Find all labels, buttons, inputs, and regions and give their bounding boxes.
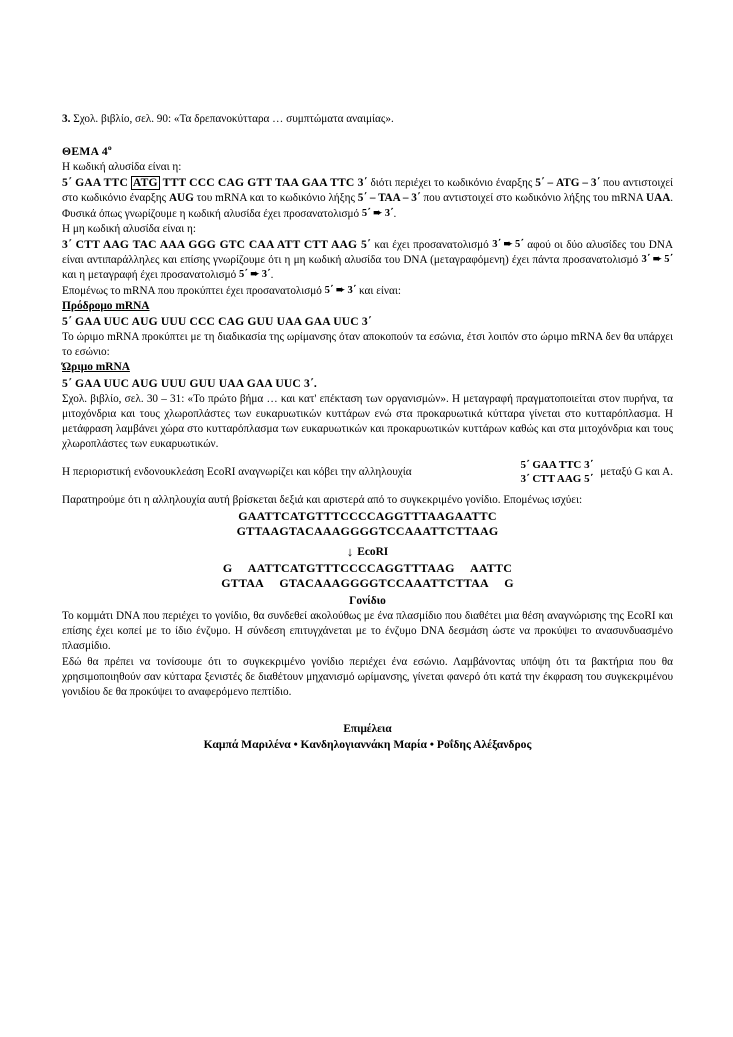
final-paragraph: Εδώ θα πρέπει να τονίσουμε ότι το συγκεκριμένο γονίδιο περιέχει ένα εσώνιο. Λαμβάνοντας υπόψη ότι τα βακτήρια που θα χρησιμοποιηθούν σαν κύτταρα ξενιστές δε διαθέτουν μηχανισμό ωρίμανσης, γίνεται φανερό ότι κατά την έκφραση του συγκεκριμένου γονιδίου δε θα προκύψει το αναφερόμενο πεπτίδιο.: [62, 655, 673, 699]
stop-codon-dna: 5΄ – ΤΑΑ – 3΄: [357, 192, 421, 205]
mrna-intro-line: [62, 284, 673, 299]
noncoding-text-2: αφού οι δύο αλυσίδες του DNA είναι αντιπαράλληλες και επίσης γνωρίζουμε ότι η μη κωδική αλυσίδα του DNA (μεταγραφόμενη) έχει πάντα προσανατολισμό: [62, 239, 674, 267]
ecori-recognition-site: [520, 459, 593, 486]
mrna-orientation: 5΄ ➨ 3΄: [324, 284, 357, 296]
noncoding-period: .: [270, 269, 274, 282]
noncoding-sequence: 3΄ CTT AAG TAC AAA GGG GTC CAA ATT CTT AAG 5΄: [62, 238, 371, 252]
noncoding-orientation-1: 3΄ ➨ 5΄: [492, 239, 524, 251]
ecori-text-after: μεταξύ G και Α.: [600, 466, 673, 479]
ecori-recognition-row: [62, 459, 673, 486]
mrna-intro-text-1: Επομένως το mRNA που προκύπτει έχει προσανατολισμό: [62, 284, 322, 297]
coding-orientation: 5΄ ➨ 3΄: [361, 207, 394, 219]
theme-4-superscript: ο: [107, 143, 113, 153]
coding-explanation-1: διότι περιέχει το κωδικόνιο έναρξης: [370, 177, 533, 190]
aug-codon: AUG: [168, 192, 194, 205]
coding-period: .: [393, 207, 397, 220]
coding-explanation-5: . Φυσικά όπως γνωρίζουμε η κωδική αλυσίδα έχει προσανατολισμό: [62, 192, 674, 220]
dna-after-cut-top: G AATTCATGTTTCCCCAGGTTTAAG AATTC: [222, 560, 513, 575]
document-content: [62, 112, 673, 753]
uaa-codon: UAA: [646, 192, 671, 205]
theme-4-label: ΘΕΜΑ 4: [62, 145, 108, 159]
coding-strand-block: [62, 175, 673, 222]
credits-names: Καμπά Μαριλένα • Κανδηλογιαννάκη Μαρία • Ροΐδης Αλέξανδρος: [203, 738, 532, 752]
noncoding-text-3: και η μεταγραφή έχει προσανατολισμό: [62, 269, 237, 282]
start-codon-dna: 5΄ – ATG – 3΄: [535, 177, 601, 190]
noncoding-orientation-3: 5΄ ➨ 3΄: [239, 269, 271, 281]
precursor-mrna-sequence: 5΄ GAA UUC AUG UUU CCC CAG GUU UAA GAA UUC 3΄: [62, 315, 372, 329]
ecori-text-before: Η περιοριστική ενδονουκλεάση EcoRI αναγνωρίζει και κόβει την αλληλουχία: [62, 466, 412, 479]
theme-4-heading: [62, 140, 673, 160]
dna-before-cut-top: GAATTCATGTTTCCCCAGGTTTAAGAATTC: [238, 508, 497, 523]
item-3-number: 3.: [62, 113, 71, 125]
maturation-note: Το ώριμο mRNA προκύπτει με τη διαδικασία της ωρίμανσης όταν αποκοπούν τα εσώνια, έτσι λοιπόν στο ώριμο mRNA δεν θα υπάρχει το εσώνιο:: [62, 331, 673, 359]
coding-explanation-2: που αντιστοιχεί στο κωδικόνιο έναρξης: [62, 177, 674, 205]
observation-paragraph: Παρατηρούμε ότι η αλληλουχία αυτή βρίσκεται δεξιά και αριστερά από το συγκεκριμένο γονίδιο. Επομένως ισχύει:: [62, 494, 583, 507]
transcription-paragraph: Σχολ. βιβλίο, σελ. 30 – 31: «Το πρώτο βήμα … και κατ' επέκταση των οργανισμών». Η μεταγραφή πραγματοποιείται στον πυρήνα, τα μιτοχόνδρια και τους χλωροπλάστες των ευκαρυωτικών κυττάρων ενώ στα προκαρυωτικά κύτταρα γίνεται στο κυτταρόπλασμα. Η μετάφραση λαμβάνει χώρα στο κυτταρόπλασμα των ευκαρυωτικών και προκαρυωτικών κυττάρων καθώς και στα μιτοχόνδρια και τους χλωροπλάστες των ευκαρυωτικών.: [62, 392, 673, 451]
spacer: [62, 700, 673, 722]
answer-item-3: [62, 112, 673, 127]
coding-explanation-4: που αντιστοιχεί στο κωδικόνιο λήξης του mRNA: [423, 192, 644, 205]
spacer: [62, 127, 673, 140]
ecori-enzyme-label: EcoRI: [357, 545, 389, 558]
dna-before-cut-bottom: GTTAAGTACAAAGGGGTCCAAATTCTTAAG: [236, 524, 499, 539]
spacer: [62, 486, 673, 493]
gene-label: Γονίδιο: [349, 595, 386, 608]
credits-title: Επιμέλεια: [343, 723, 392, 736]
coding-explanation-3: του mRNA και το κωδικόνιο λήξης: [196, 192, 355, 205]
ecori-site-bottom-strand: 3΄ CTT AAG 5΄: [520, 472, 594, 485]
noncoding-strand-block: [62, 237, 673, 284]
mature-mrna-heading: Ώριμο mRNA: [62, 361, 130, 374]
ecori-site-top-strand: 5΄ GAA TTC 3΄: [520, 459, 594, 472]
boxed-start-codon: ATG: [132, 176, 158, 190]
precursor-mrna-heading: Πρόδρομο mRNA: [62, 299, 150, 312]
noncoding-text-1: και έχει προσανατολισμό: [374, 239, 489, 252]
ecori-cut-arrow-row: [62, 542, 673, 561]
ligation-paragraph: Το κομμάτι DNA που περιέχει το γονίδιο, θα συνδεθεί ακολούθως με ένα πλασμίδιο που διαθέτει μια θέση αναγνώρισης της EcoRI και επίσης έχει κοπεί με το ίδιο ένζυμο. Η σύνδεση επιτυγχάνεται με το ένζυμο DNA δεσμάση ώστε να προκύψει το ανασυνδυασμένο πλασμίδιο.: [62, 610, 673, 653]
noncoding-strand-intro: Η μη κωδική αλυσίδα είναι η:: [62, 222, 196, 235]
coding-strand-intro: Η κωδική αλυσίδα είναι η:: [62, 161, 182, 174]
dna-after-cut-bottom: GTTAA GTACAAAGGGGTCCAAATTCTTAA G: [221, 576, 514, 591]
spacer: [62, 452, 673, 459]
mature-mrna-sequence: 5΄ GAA UUC AUG UUU GUU UAA GAA UUC 3΄.: [62, 377, 317, 391]
item-3-text: Σχολ. βιβλίο, σελ. 90: «Τα δρεπανοκύτταρα … συμπτώματα αναιμίας».: [73, 113, 394, 125]
mrna-intro-text-2: και είναι:: [359, 284, 401, 297]
coding-seq-suffix: TTT CCC CAG GTT TAA GAA TTC 3΄: [162, 176, 368, 190]
down-arrow-icon: ↓: [346, 543, 354, 559]
noncoding-orientation-2: 3΄ ➨ 5΄: [641, 254, 673, 266]
coding-seq-prefix: 5΄ GAA TTC: [62, 176, 128, 190]
